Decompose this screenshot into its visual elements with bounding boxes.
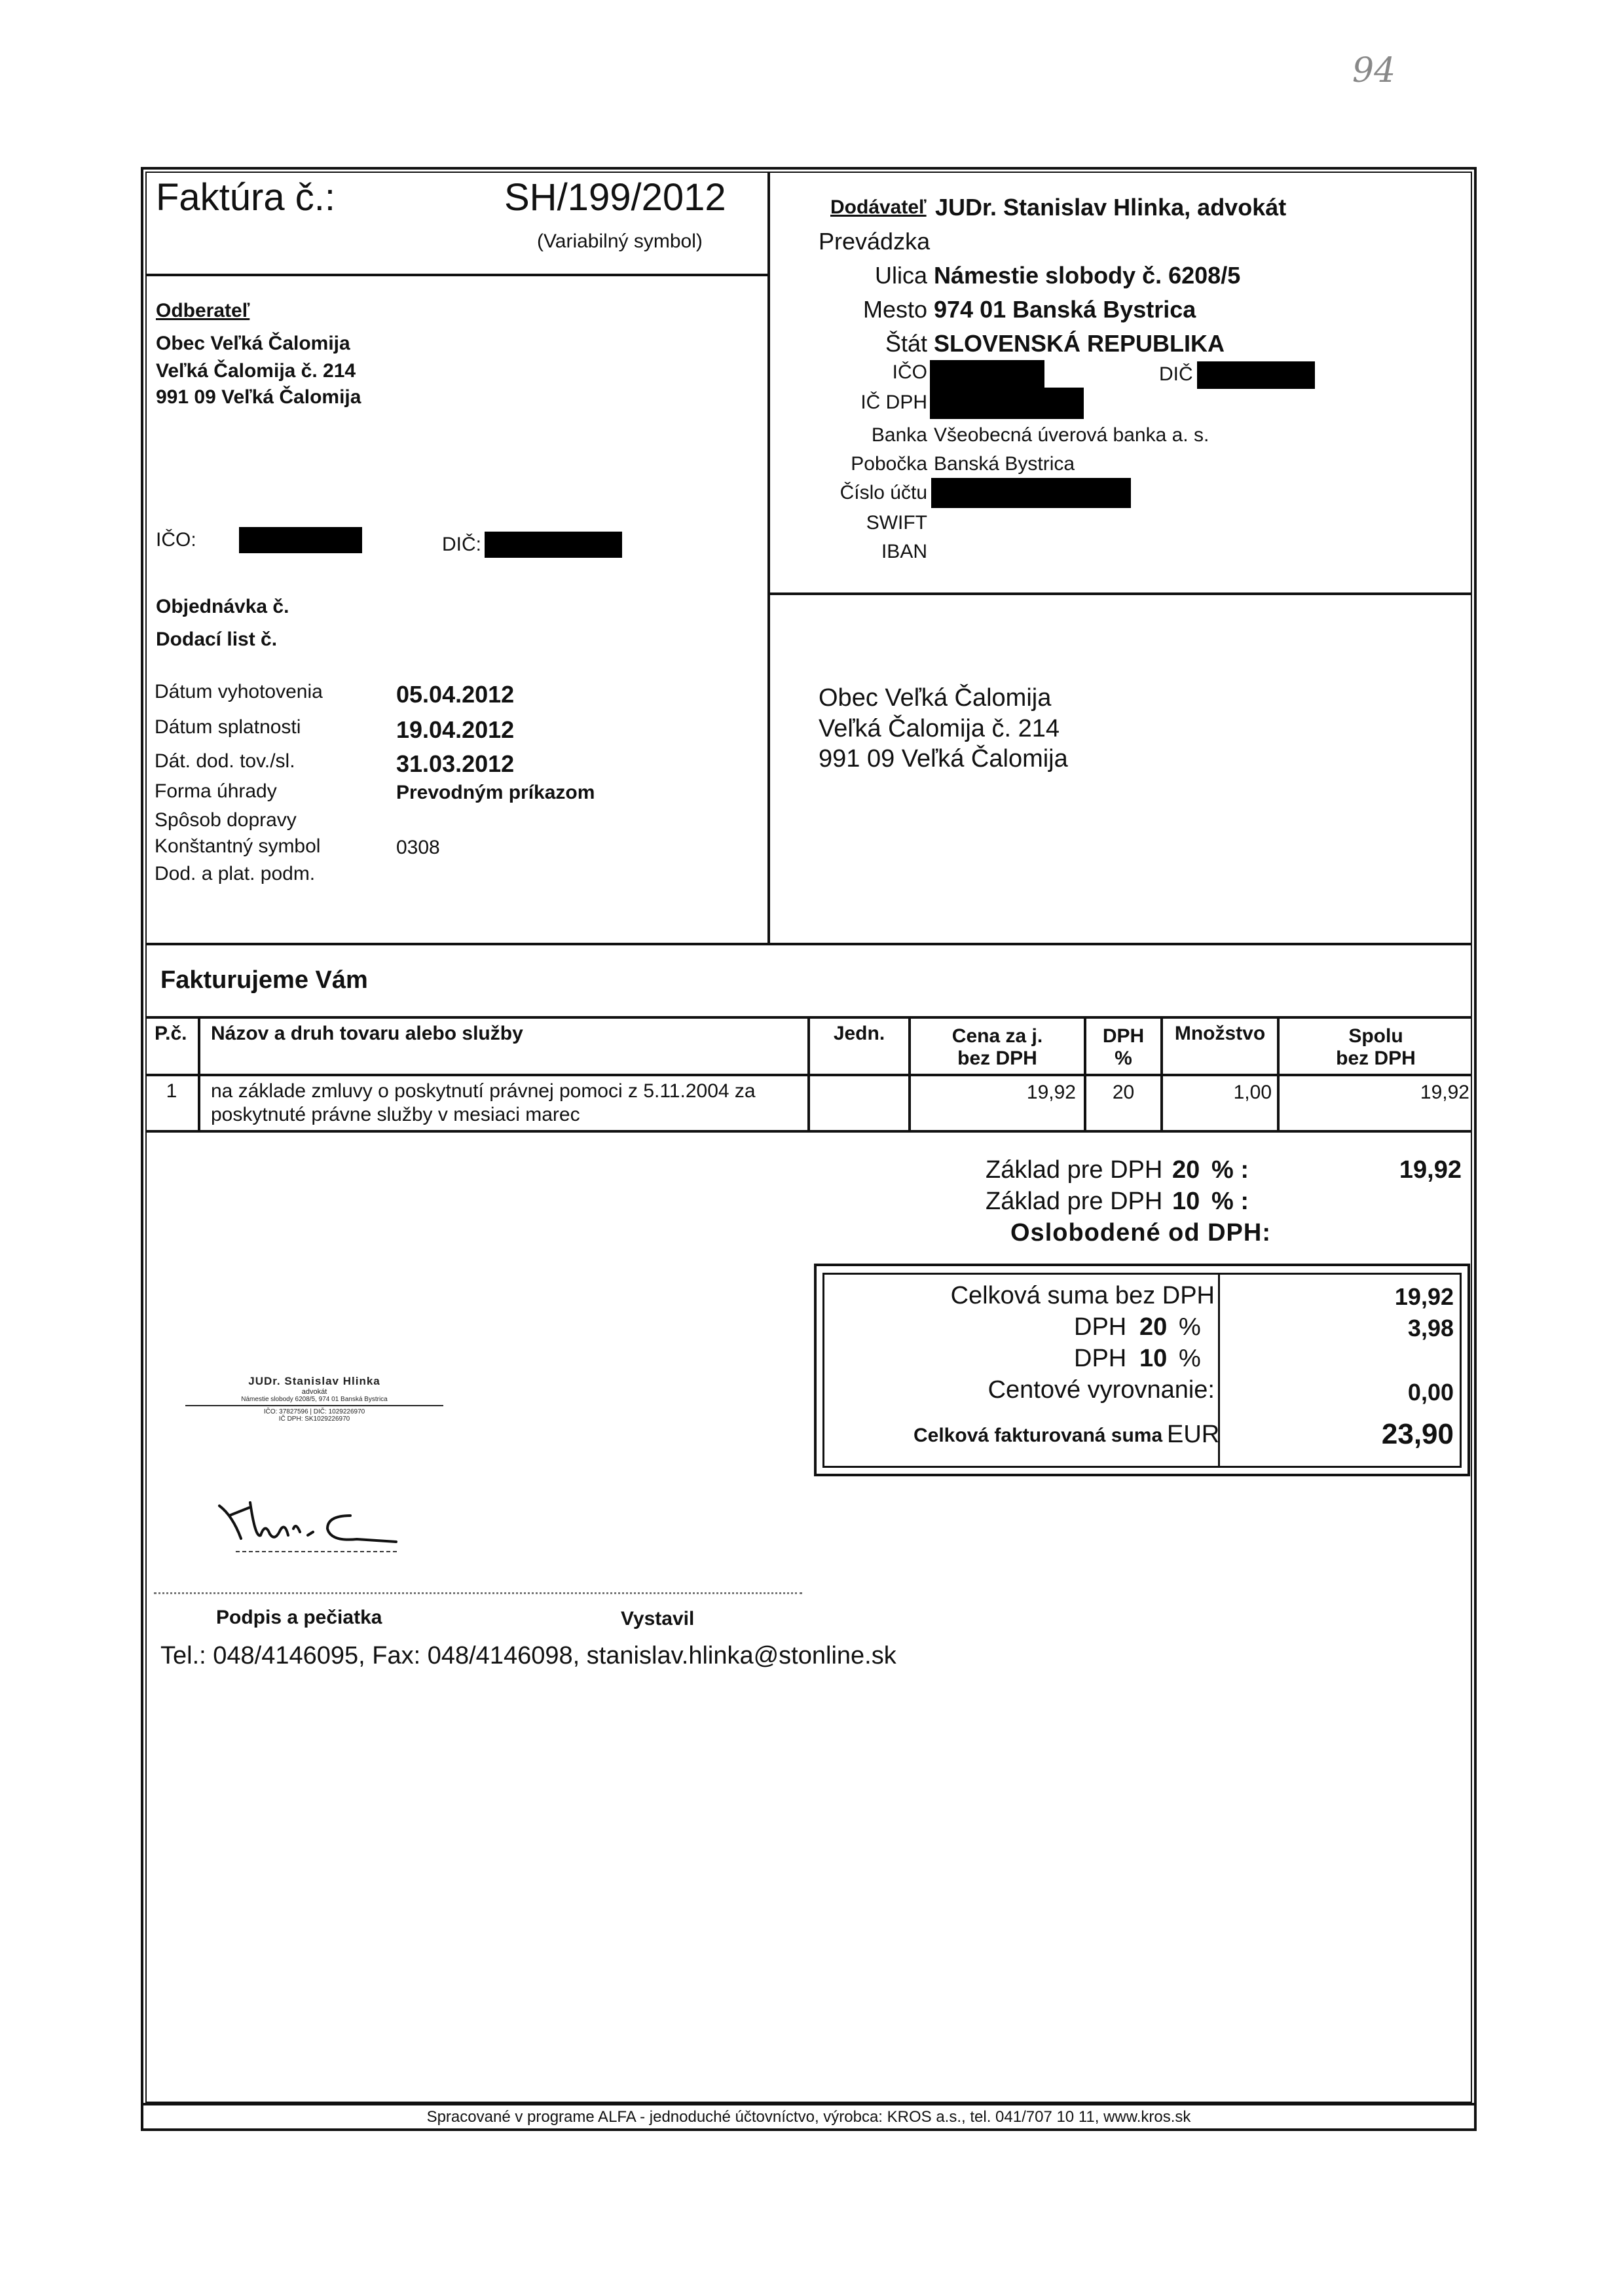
customer-label: Odberateľ (156, 300, 250, 321)
customer-ico-label: IČO: (156, 529, 196, 551)
total-vat20-pct: % (1179, 1313, 1201, 1341)
redaction-supplier-ico (930, 360, 1044, 388)
row-price: 19,92 (1026, 1082, 1076, 1103)
col-header-total-2: bez DPH (1336, 1048, 1416, 1069)
supplier-ico-label: IČO (892, 361, 927, 383)
signature-dotted-line (154, 1592, 802, 1594)
row-total: 19,92 (1420, 1082, 1469, 1103)
table-bottom-line (145, 1130, 1472, 1133)
company-stamp (174, 1375, 455, 1447)
customer-street: Veľká Čalomija č. 214 (156, 360, 356, 382)
detail-label-terms: Dod. a plat. podm. (155, 863, 316, 884)
total-rounding-label: Centové vyrovnanie: (987, 1376, 1215, 1404)
redaction-customer-dic (485, 532, 622, 558)
vat-base-10-label: Základ pre DPH (986, 1188, 1163, 1215)
total-rounding-value: 0,00 (1407, 1379, 1454, 1406)
total-sum-value: 19,92 (1394, 1283, 1454, 1310)
supplier-swift-label: SWIFT (866, 512, 927, 534)
supplier-bank: Všeobecná úverová banka a. s. (934, 424, 1209, 446)
col-header-name: Názov a druh tovaru alebo služby (211, 1023, 523, 1044)
main-vertical-divider (767, 172, 770, 944)
total-vat20-rate: 20 (1139, 1313, 1168, 1341)
redaction-customer-ico (239, 527, 362, 553)
stamp-line-2: advokát (301, 1388, 327, 1396)
row-name-line-2: poskytnuté právne služby v mesiaci marec (211, 1104, 580, 1125)
col-header-total-1: Spolu (1348, 1025, 1403, 1047)
total-vat10-rate: 10 (1139, 1345, 1168, 1372)
sign-label: Podpis a pečiatka (216, 1607, 382, 1628)
supplier-account-label: Číslo účtu (840, 482, 927, 503)
row-name-line-1: na základe zmluvy o poskytnutí právnej pomoci z 5.11.2004 za (211, 1080, 756, 1102)
customer-dic-label: DIČ: (442, 534, 481, 555)
detail-value-constant-symbol: 0308 (396, 837, 440, 858)
supplier-country-label: Štát (885, 330, 927, 357)
total-vat20-value: 3,98 (1407, 1315, 1454, 1341)
vat-base-20-label: Základ pre DPH (986, 1156, 1163, 1184)
total-vat10-pct: % (1179, 1345, 1201, 1372)
detail-value-issue-date: 05.04.2012 (396, 681, 515, 708)
items-heading: Fakturujeme Vám (160, 966, 368, 994)
col-divider-1 (198, 1016, 200, 1130)
col-header-vat-2: % (1115, 1048, 1132, 1069)
stamp-line-1: JUDr. Stanislav Hlinka (248, 1375, 380, 1387)
grand-total-value: 23,90 (1381, 1418, 1454, 1450)
total-sum-label: Celková suma bez DPH (950, 1282, 1215, 1309)
stamp-line-5: IČ DPH: SK1029226970 (278, 1415, 350, 1423)
detail-value-due-date: 19.04.2012 (396, 716, 515, 743)
supplier-label: Dodávateľ (830, 196, 927, 218)
row-pc: 1 (166, 1080, 177, 1102)
col-header-price-2: bez DPH (957, 1048, 1037, 1069)
supplier-icdph-label: IČ DPH (860, 392, 927, 413)
vat-base-20-rate: 20 (1172, 1156, 1200, 1184)
detail-label-delivery-date: Dát. dod. tov./sl. (155, 750, 295, 772)
invoice-number: SH/199/2012 (504, 176, 726, 219)
detail-label-due-date: Dátum splatnosti (155, 716, 301, 738)
detail-value-delivery-date: 31.03.2012 (396, 750, 515, 777)
delivery-note-label: Dodací list č. (156, 629, 278, 650)
delivery-address-street: Veľká Čalomija č. 214 (819, 715, 1060, 742)
customer-city: 991 09 Veľká Čalomija (156, 386, 361, 408)
total-vat20-label: DPH (1074, 1313, 1127, 1341)
row-vat: 20 (1112, 1082, 1135, 1103)
issued-by-label: Vystavil (621, 1608, 695, 1630)
col-header-vat-1: DPH (1102, 1025, 1145, 1047)
redaction-supplier-dic (1197, 361, 1315, 389)
row-qty: 1,00 (1233, 1082, 1272, 1103)
supplier-city: 974 01 Banská Bystrica (934, 296, 1196, 323)
supplier-street-label: Ulica (874, 262, 927, 289)
vat-base-10-pct: % : (1211, 1188, 1249, 1215)
supplier-street: Námestie slobody č. 6208/5 (934, 262, 1241, 289)
supplier-iban-label: IBAN (881, 541, 927, 562)
supplier-bank-label: Banka (871, 424, 927, 446)
col-header-price-1: Cena za j. (951, 1025, 1043, 1047)
col-header-pc: P.č. (155, 1023, 187, 1044)
grand-total-currency: EUR (1167, 1421, 1220, 1448)
supplier-city-label: Mesto (862, 296, 927, 323)
software-credit: Spracované v programe ALFA - jednoduché účtovníctvo, výrobca: KROS a.s., tel. 041/707 10 11, www.kros.sk (426, 2108, 1191, 2126)
page-mark: 94 (1352, 51, 1396, 90)
detail-value-payment-form: Prevodným príkazom (396, 782, 595, 803)
col-header-unit: Jedn. (833, 1023, 885, 1044)
signature (210, 1476, 419, 1561)
customer-name: Obec Veľká Čalomija (156, 333, 350, 354)
vat-exempt-label: Oslobodené od DPH: (1010, 1219, 1271, 1247)
supplier-branch-label: Pobočka (851, 453, 927, 475)
supplier-branch: Banská Bystrica (934, 453, 1075, 475)
vat-base-10-rate: 10 (1172, 1188, 1200, 1215)
contact-line: Tel.: 048/4146095, Fax: 048/4146098, stanislav.hlinka@stonline.sk (160, 1642, 896, 1669)
supplier-dic-label: DIČ (1159, 363, 1193, 385)
delivery-address-city: 991 09 Veľká Čalomija (819, 745, 1068, 773)
supplier-name: JUDr. Stanislav Hlinka, advokát (935, 194, 1287, 221)
variable-symbol-note: (Variabilný symbol) (537, 230, 703, 252)
stamp-line-3: Námestie slobody 6208/5, 974 01 Banská Bystrica (241, 1396, 388, 1403)
redaction-supplier-account (931, 478, 1131, 508)
supplier-bottom-divider (767, 592, 1472, 595)
order-label: Objednávka č. (156, 596, 289, 617)
vat-base-20-value: 19,92 (1399, 1156, 1462, 1184)
software-line-divider (141, 2103, 1477, 2105)
total-vat10-label: DPH (1074, 1345, 1127, 1372)
detail-label-issue-date: Dátum vyhotovenia (155, 681, 323, 702)
supplier-establishment-label: Prevádzka (819, 228, 931, 255)
grand-total-label: Celková fakturovaná suma (913, 1425, 1163, 1446)
vat-base-20-pct: % : (1211, 1156, 1249, 1184)
details-bottom-divider (145, 943, 1472, 945)
supplier-country: SLOVENSKÁ REPUBLIKA (934, 330, 1225, 357)
header-divider (145, 274, 769, 276)
delivery-address-name: Obec Veľká Čalomija (819, 684, 1052, 712)
detail-label-constant-symbol: Konštantný symbol (155, 835, 321, 857)
col-header-qty: Množstvo (1174, 1023, 1266, 1044)
invoice-title: Faktúra č.: (156, 176, 335, 219)
detail-label-transport: Spôsob dopravy (155, 809, 297, 831)
detail-label-payment-form: Forma úhrady (155, 780, 277, 802)
redaction-supplier-icdph (930, 388, 1084, 419)
stamp-line-4: IČO: 37827596 | DIČ: 1029226970 (263, 1408, 365, 1415)
